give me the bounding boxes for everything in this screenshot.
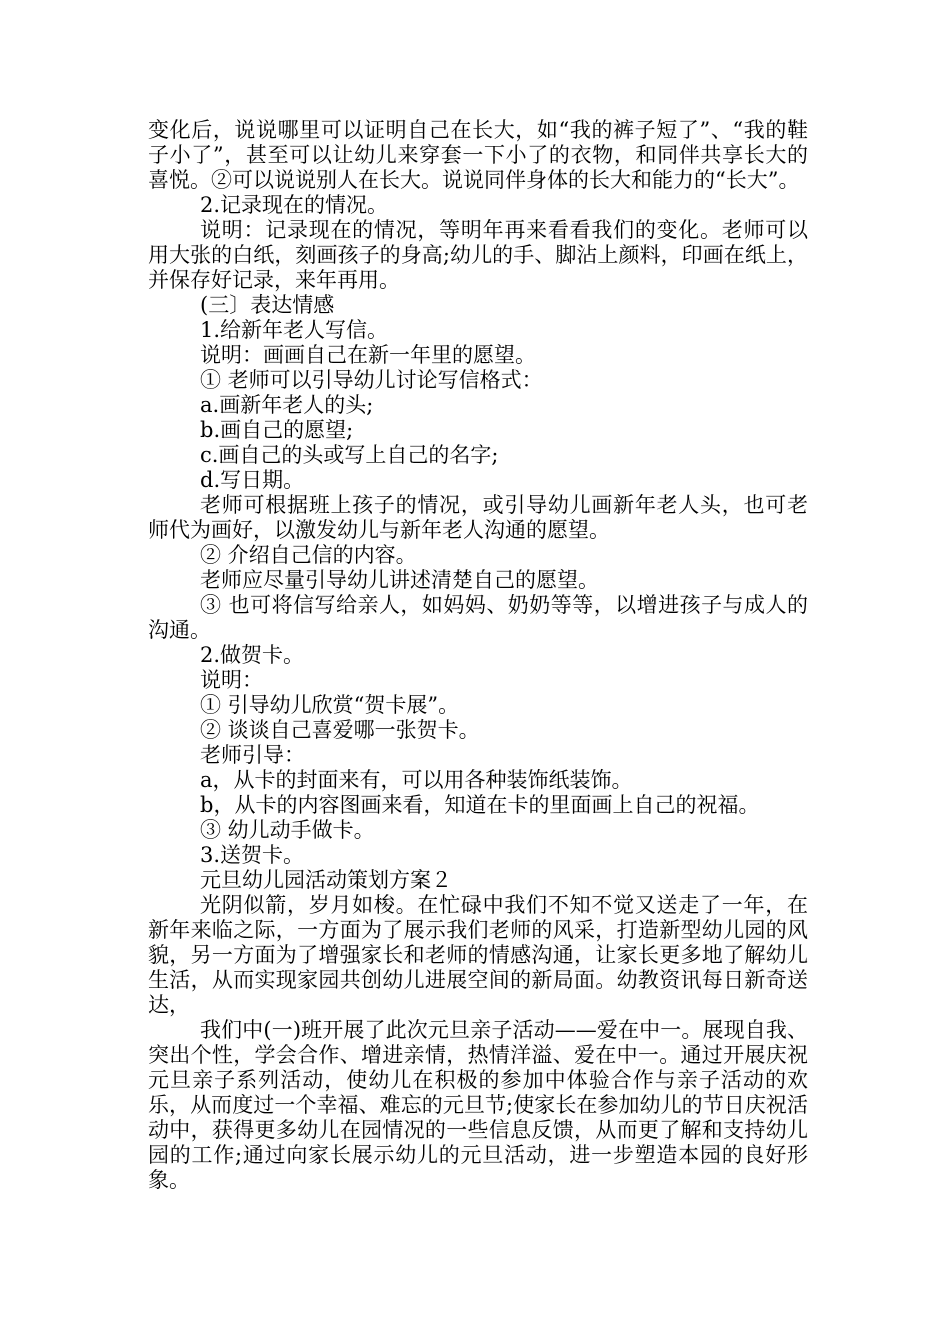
paragraph: 2.做贺卡。 bbox=[200, 643, 305, 667]
list-item: b，从卡的内容图画来看，知道在卡的里面画上自己的祝福。 bbox=[200, 793, 760, 817]
list-item: d.写日期。 bbox=[200, 468, 305, 492]
paragraph: 老师可根据班上孩子的情况，或引导幼儿画新年老人头，也可老师代为画好，以激发幼儿与新年老人沟通的愿望。 bbox=[148, 493, 808, 542]
list-item: ③ 也可将信写给亲人，如妈妈、奶奶等等，以增进孩子与成人的沟通。 bbox=[148, 593, 808, 642]
paragraph: 老师应尽量引导幼儿讲述清楚自己的愿望。 bbox=[200, 568, 599, 592]
paragraph: 说明： bbox=[200, 668, 263, 692]
paragraph: 1.给新年老人写信。 bbox=[200, 318, 389, 342]
list-item: ① 引导幼儿欣赏“贺卡展”。 bbox=[200, 693, 460, 717]
paragraph: 说明：记录现在的情况，等明年再来看看我们的变化。老师可以用大张的白纸，刻画孩子的身高;幼儿的手、脚沾上颜料，印画在纸上，并保存好记录，来年再用。 bbox=[148, 218, 808, 292]
section-heading: (三〕表达情感 bbox=[200, 293, 335, 317]
list-item: ① 老师可以引导幼儿讨论写信格式： bbox=[200, 368, 543, 392]
paragraph: 说明：画画自己在新一年里的愿望。 bbox=[200, 343, 536, 367]
paragraph: 我们中(一)班开展了此次元旦亲子活动——爱在中一。展现自我、突出个性，学会合作、增进亲情，热情洋溢、爱在中一。通过开展庆祝元旦亲子系列活动，使幼儿在积极的参加中体验合作与亲子活动的欢乐，从而度过一个幸福、难忘的元旦节;使家长在参加幼儿的节日庆祝活动中，获得更多幼儿在园情况的一些信息反馈，从而更了解和支持幼儿园的工作;通过向家长展示幼儿的元旦活动，进一步塑造本园的良好形象。 bbox=[148, 1018, 808, 1192]
section-title: 元旦幼儿园活动策划方案２ bbox=[200, 868, 452, 892]
paragraph: 变化后，说说哪里可以证明自己在长大，如“我的裤子短了”、“我的鞋子小了”，甚至可以让幼儿来穿套一下小了的衣物，和同伴共享长大的喜悦。②可以说说别人在长大。说说同伴身体的长大和能力的“长大”。 bbox=[148, 118, 808, 192]
list-item: ③ 幼儿动手做卡。 bbox=[200, 818, 375, 842]
paragraph: 2.记录现在的情况。 bbox=[200, 193, 389, 217]
list-item: a.画新年老人的头; bbox=[200, 393, 374, 417]
list-item: b.画自己的愿望; bbox=[200, 418, 354, 442]
paragraph: 老师引导： bbox=[200, 743, 305, 767]
list-item: ② 谈谈自己喜爱哪一张贺卡。 bbox=[200, 718, 480, 742]
list-item: a，从卡的封面来有，可以用各种装饰纸装饰。 bbox=[200, 768, 633, 792]
paragraph: 光阴似箭，岁月如梭。在忙碌中我们不知不觉又送走了一年，在新年来临之际，一方面为了展示我们老师的风采，打造新型幼儿园的风貌，另一方面为了增强家长和老师的情感沟通，让家长更多地了解幼儿生活，从而实现家园共创幼儿进展空间的新局面。幼教资讯每日新奇送达， bbox=[148, 893, 808, 1017]
document-body bbox=[148, 118, 808, 1193]
paragraph: 3.送贺卡。 bbox=[200, 843, 305, 867]
list-item: ② 介绍自己信的内容。 bbox=[200, 543, 417, 567]
list-item: c.画自己的头或写上自己的名字; bbox=[200, 443, 499, 467]
